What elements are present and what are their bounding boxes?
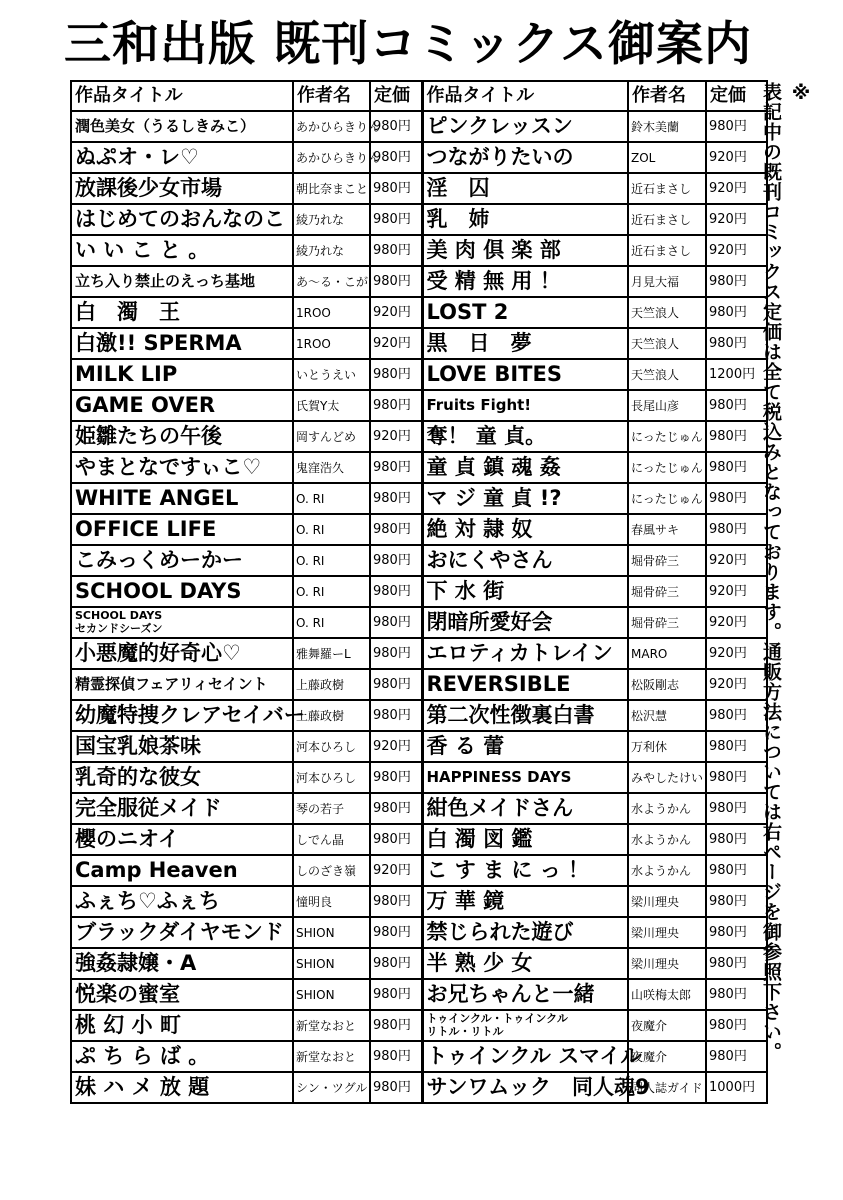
comic-author: 梁川理央: [628, 948, 706, 979]
comic-price: 980円: [706, 483, 767, 514]
comic-author: にったじゅん: [628, 452, 706, 483]
comic-title: OFFICE LIFE: [71, 514, 293, 545]
comic-author: 天竺浪人: [628, 297, 706, 328]
comic-title: ピンクレッスン: [422, 111, 628, 142]
comic-author: 松沢慧: [628, 700, 706, 731]
comic-price: 980円: [706, 1041, 767, 1072]
comic-price: 980円: [706, 731, 767, 762]
comic-author: 万利休: [628, 731, 706, 762]
table-header-row: [71, 81, 767, 111]
comic-price: 980円: [370, 390, 422, 421]
table-row: [71, 204, 767, 235]
comic-price: 980円: [370, 576, 422, 607]
comic-author: 夜魔介: [628, 1041, 706, 1072]
comic-title: ブラックダイヤモンド: [71, 917, 293, 948]
comic-author: 新堂なおと: [293, 1010, 370, 1041]
comic-price: 1200円: [706, 359, 767, 390]
table-row: [71, 669, 767, 700]
comic-price: 980円: [370, 886, 422, 917]
comic-price: 920円: [370, 328, 422, 359]
comic-price: 980円: [706, 824, 767, 855]
comic-author: SHION: [293, 948, 370, 979]
comic-price: 980円: [370, 979, 422, 1010]
comic-price: 920円: [706, 142, 767, 173]
comic-price: 980円: [706, 421, 767, 452]
header-title-right: 作品タイトル: [422, 81, 628, 111]
table-row: [71, 483, 767, 514]
comic-author: 近石まさし: [628, 235, 706, 266]
comic-author: あかひらきりん: [293, 111, 370, 142]
comic-price: 980円: [706, 762, 767, 793]
comic-title: 潤色美女（うるしきみこ）: [71, 111, 293, 142]
comic-price: 980円: [370, 235, 422, 266]
comic-title: 小悪魔的好奇心♡: [71, 638, 293, 669]
comic-author: 梁川理央: [628, 917, 706, 948]
table-row: [71, 1010, 767, 1041]
comic-price: 980円: [370, 700, 422, 731]
comic-title: 黒 日 夢: [422, 328, 628, 359]
comic-author: 堀骨砕三: [628, 576, 706, 607]
comic-author: みやしたけい: [628, 762, 706, 793]
comic-author: 長尾山彦: [628, 390, 706, 421]
comic-price: 980円: [370, 452, 422, 483]
comic-title: HAPPINESS DAYS: [422, 762, 628, 793]
comic-title: [71, 607, 293, 638]
comic-title: ぬぷオ・レ♡: [71, 142, 293, 173]
comic-title: マ ジ 童 貞 !?: [422, 483, 628, 514]
table-row: [71, 452, 767, 483]
comic-price: 980円: [706, 390, 767, 421]
comic-title: GAME OVER: [71, 390, 293, 421]
comic-author: MARO: [628, 638, 706, 669]
comic-price: 980円: [370, 793, 422, 824]
comic-author: にったじゅん: [628, 483, 706, 514]
comic-author: 鈴木美蘭: [628, 111, 706, 142]
comic-title: 強姦隷嬢・A: [71, 948, 293, 979]
comic-title: 半 熟 少 女: [422, 948, 628, 979]
comic-author: 綾乃れな: [293, 204, 370, 235]
comic-author: O. RI: [293, 576, 370, 607]
comic-price: 980円: [370, 638, 422, 669]
table-row: [71, 266, 767, 297]
comic-title-line: トゥインクル・トゥインクル: [426, 1012, 568, 1026]
comic-author: にったじゅん: [628, 421, 706, 452]
table-row: [71, 762, 767, 793]
comic-author: 堀骨砕三: [628, 607, 706, 638]
comic-author: 憧明良: [293, 886, 370, 917]
comic-price: 920円: [370, 731, 422, 762]
comic-title: 淫 囚: [422, 173, 628, 204]
comic-author: しでん晶: [293, 824, 370, 855]
table-row: [71, 514, 767, 545]
comic-author: O. RI: [293, 483, 370, 514]
comic-title: 紺色メイドさん: [422, 793, 628, 824]
table-row: [71, 390, 767, 421]
header-title-left: 作品タイトル: [71, 81, 293, 111]
comic-title: LOST 2: [422, 297, 628, 328]
header-author-left: 作者名: [293, 81, 370, 111]
table-row: [71, 576, 767, 607]
comic-author: シン・ツグル: [293, 1072, 370, 1103]
comic-title: MILK LIP: [71, 359, 293, 390]
comic-title: 白激!! SPERMA: [71, 328, 293, 359]
comic-price: 980円: [370, 266, 422, 297]
comic-title: ぷ ち ら ば 。: [71, 1041, 293, 1072]
comic-title: はじめてのおんなのこ: [71, 204, 293, 235]
comic-price: 980円: [706, 328, 767, 359]
comic-author: 堀骨砕三: [628, 545, 706, 576]
comic-author: 琴の若子: [293, 793, 370, 824]
comic-author: あ～る・こが: [293, 266, 370, 297]
comic-title: つながりたいの: [422, 142, 628, 173]
note-text: 表記中の既刊コミックス定価は全て税込みとなっております。通販方法については右ページを御参照下さい。: [760, 82, 782, 1062]
comic-title: [422, 1010, 628, 1041]
comic-price: 920円: [370, 421, 422, 452]
comic-price: 920円: [370, 297, 422, 328]
comic-author: 近石まさし: [628, 204, 706, 235]
comic-title: おにくやさん: [422, 545, 628, 576]
comic-title: 禁じられた遊び: [422, 917, 628, 948]
comic-title: 奪！ 童 貞。: [422, 421, 628, 452]
comic-price: 980円: [370, 669, 422, 700]
comic-author: 水ようかん: [628, 824, 706, 855]
comic-title: い い こ と 。: [71, 235, 293, 266]
comic-author: 雅舞羅ーL: [293, 638, 370, 669]
comic-title: 香 る 蕾: [422, 731, 628, 762]
comic-price: 920円: [706, 235, 767, 266]
comic-author: 上藤政樹: [293, 669, 370, 700]
table-row: [71, 638, 767, 669]
table-row: [71, 297, 767, 328]
comic-author: 近石まさし: [628, 173, 706, 204]
comic-price: 980円: [706, 514, 767, 545]
comic-author: あかひらきりん: [293, 142, 370, 173]
table-row: [71, 142, 767, 173]
comic-title: Camp Heaven: [71, 855, 293, 886]
comic-title: 美 肉 倶 楽 部: [422, 235, 628, 266]
comic-title: トゥインクル スマイル: [422, 1041, 628, 1072]
table-row: [71, 421, 767, 452]
comic-price: 980円: [370, 359, 422, 390]
comic-title: こ す ま に っ ！: [422, 855, 628, 886]
comic-author: いとうえい: [293, 359, 370, 390]
comic-title: LOVE BITES: [422, 359, 628, 390]
comic-author: しのざき嶺: [293, 855, 370, 886]
table-row: [71, 111, 767, 142]
comic-author: 鬼窪浩久: [293, 452, 370, 483]
comic-author: 1ROO: [293, 328, 370, 359]
table-row: [71, 1072, 767, 1103]
table-row: [71, 545, 767, 576]
comic-price: 980円: [370, 917, 422, 948]
comic-author: 天竺浪人: [628, 328, 706, 359]
comic-price: 980円: [370, 824, 422, 855]
comic-price: 980円: [370, 483, 422, 514]
comic-title: やまとなですぃこ♡: [71, 452, 293, 483]
comic-author: 河本ひろし: [293, 731, 370, 762]
comic-price: 980円: [706, 855, 767, 886]
comic-author: 新堂なおと: [293, 1041, 370, 1072]
comic-title: 立ち入り禁止のえっち基地: [71, 266, 293, 297]
comic-price: 980円: [370, 948, 422, 979]
page-title: 三和出版 既刊コミックス御案内: [64, 17, 752, 72]
comic-price: 980円: [370, 607, 422, 638]
comic-price: 980円: [706, 266, 767, 297]
comic-title: 姫雛たちの午後: [71, 421, 293, 452]
comic-title: お兄ちゃんと一緒: [422, 979, 628, 1010]
comic-price: 980円: [706, 111, 767, 142]
table-row: [71, 886, 767, 917]
comic-title: 国宝乳娘茶味: [71, 731, 293, 762]
comic-author: 夜魔介: [628, 1010, 706, 1041]
comic-title: WHITE ANGEL: [71, 483, 293, 514]
comic-price: 980円: [706, 886, 767, 917]
comic-title: 幼魔特捜クレアセイバー: [71, 700, 293, 731]
comic-title: 童 貞 鎮 魂 姦: [422, 452, 628, 483]
table-row: [71, 824, 767, 855]
comic-author: 岡すんどめ: [293, 421, 370, 452]
table-row: [71, 731, 767, 762]
comic-title-subline: リトル・リトル: [426, 1024, 504, 1038]
comic-author: 天竺浪人: [628, 359, 706, 390]
comic-author: 氏賀Y太: [293, 390, 370, 421]
comic-price: 980円: [706, 700, 767, 731]
comic-title: 受 精 無 用 ！: [422, 266, 628, 297]
comic-title: 下 水 街: [422, 576, 628, 607]
comic-title: 万 華 鏡: [422, 886, 628, 917]
comic-title: 絶 対 隷 奴: [422, 514, 628, 545]
table-row: [71, 948, 767, 979]
comic-title: 精霊探偵フェアリィセイント: [71, 669, 293, 700]
table-row: [71, 359, 767, 390]
comic-title: サンワムック 同人魂9: [422, 1072, 628, 1103]
comic-title-subline: セカンドシーズン: [75, 621, 163, 635]
comic-title: 白 濁 王: [71, 297, 293, 328]
comic-title: 妹 ハ メ 放 題: [71, 1072, 293, 1103]
comic-title: 完全服従メイド: [71, 793, 293, 824]
comic-price: 980円: [370, 111, 422, 142]
comic-price: 980円: [370, 514, 422, 545]
comic-price: 980円: [370, 142, 422, 173]
table-row: [71, 700, 767, 731]
comics-catalog-table: [70, 80, 768, 1104]
comic-title: SCHOOL DAYS: [71, 576, 293, 607]
comic-title: こみっくめーかー: [71, 545, 293, 576]
table-row: [71, 855, 767, 886]
comic-author: O. RI: [293, 545, 370, 576]
comic-price: 920円: [706, 576, 767, 607]
comic-title: 閉暗所愛好会: [422, 607, 628, 638]
comic-title: 悦楽の蜜室: [71, 979, 293, 1010]
side-note: [760, 82, 816, 1182]
comic-title: 白 濁 図 鑑: [422, 824, 628, 855]
note-mark: ※: [790, 82, 812, 105]
comic-title: 第二次性徴裏白書: [422, 700, 628, 731]
comic-author: 月見大福: [628, 266, 706, 297]
table-row: [71, 1041, 767, 1072]
comic-author: 同人誌ガイド: [628, 1072, 706, 1103]
table-row: [71, 607, 767, 638]
comic-price: 980円: [370, 762, 422, 793]
comic-author: 上藤政樹: [293, 700, 370, 731]
table-row: [71, 328, 767, 359]
comic-price: 980円: [706, 917, 767, 948]
comic-price: 920円: [706, 204, 767, 235]
comic-price: 980円: [706, 979, 767, 1010]
comic-author: 河本ひろし: [293, 762, 370, 793]
comic-price: 980円: [706, 297, 767, 328]
comic-price: 980円: [370, 1041, 422, 1072]
table-row: [71, 173, 767, 204]
comic-title: 放課後少女市場: [71, 173, 293, 204]
comic-price: 920円: [370, 855, 422, 886]
comic-price: 980円: [370, 1010, 422, 1041]
comic-price: 920円: [706, 607, 767, 638]
comic-title: 乳 姉: [422, 204, 628, 235]
comic-author: ZOL: [628, 142, 706, 173]
comic-author: 1ROO: [293, 297, 370, 328]
comic-author: SHION: [293, 979, 370, 1010]
comic-author: 梁川理央: [628, 886, 706, 917]
comic-title: 乳奇的な彼女: [71, 762, 293, 793]
comic-author: 水ようかん: [628, 793, 706, 824]
comic-price: 920円: [706, 173, 767, 204]
comic-author: SHION: [293, 917, 370, 948]
comic-price: 920円: [706, 669, 767, 700]
comic-title: 櫻のニオイ: [71, 824, 293, 855]
table-row: [71, 979, 767, 1010]
header-price-left: 定価: [370, 81, 422, 111]
comic-author: 春風サキ: [628, 514, 706, 545]
comic-author: 朝比奈まこと: [293, 173, 370, 204]
comic-author: 松阪剛志: [628, 669, 706, 700]
comic-title-line: SCHOOL DAYS: [75, 609, 163, 623]
comic-title: ふぇち♡ふぇち: [71, 886, 293, 917]
comic-price: 980円: [370, 204, 422, 235]
comic-price: 980円: [370, 173, 422, 204]
comic-title: Fruits Fight!: [422, 390, 628, 421]
table-row: [71, 235, 767, 266]
comic-author: 山咲梅太郎: [628, 979, 706, 1010]
header-price-right: 定価: [706, 81, 767, 111]
comic-title: エロティカトレイン: [422, 638, 628, 669]
header-author-right: 作者名: [628, 81, 706, 111]
comic-price: 980円: [706, 1010, 767, 1041]
comic-author: 水ようかん: [628, 855, 706, 886]
comic-price: 980円: [370, 1072, 422, 1103]
table-row: [71, 917, 767, 948]
comic-title: REVERSIBLE: [422, 669, 628, 700]
comic-author: O. RI: [293, 607, 370, 638]
comic-price: 980円: [706, 948, 767, 979]
comic-price: 920円: [706, 638, 767, 669]
comic-price: 920円: [706, 545, 767, 576]
comic-title: 桃 幻 小 町: [71, 1010, 293, 1041]
comic-author: 綾乃れな: [293, 235, 370, 266]
comic-price: 980円: [370, 545, 422, 576]
comic-price: 980円: [706, 452, 767, 483]
comic-price: 1000円: [706, 1072, 767, 1103]
table-row: [71, 793, 767, 824]
comic-author: O. RI: [293, 514, 370, 545]
comic-price: 980円: [706, 793, 767, 824]
